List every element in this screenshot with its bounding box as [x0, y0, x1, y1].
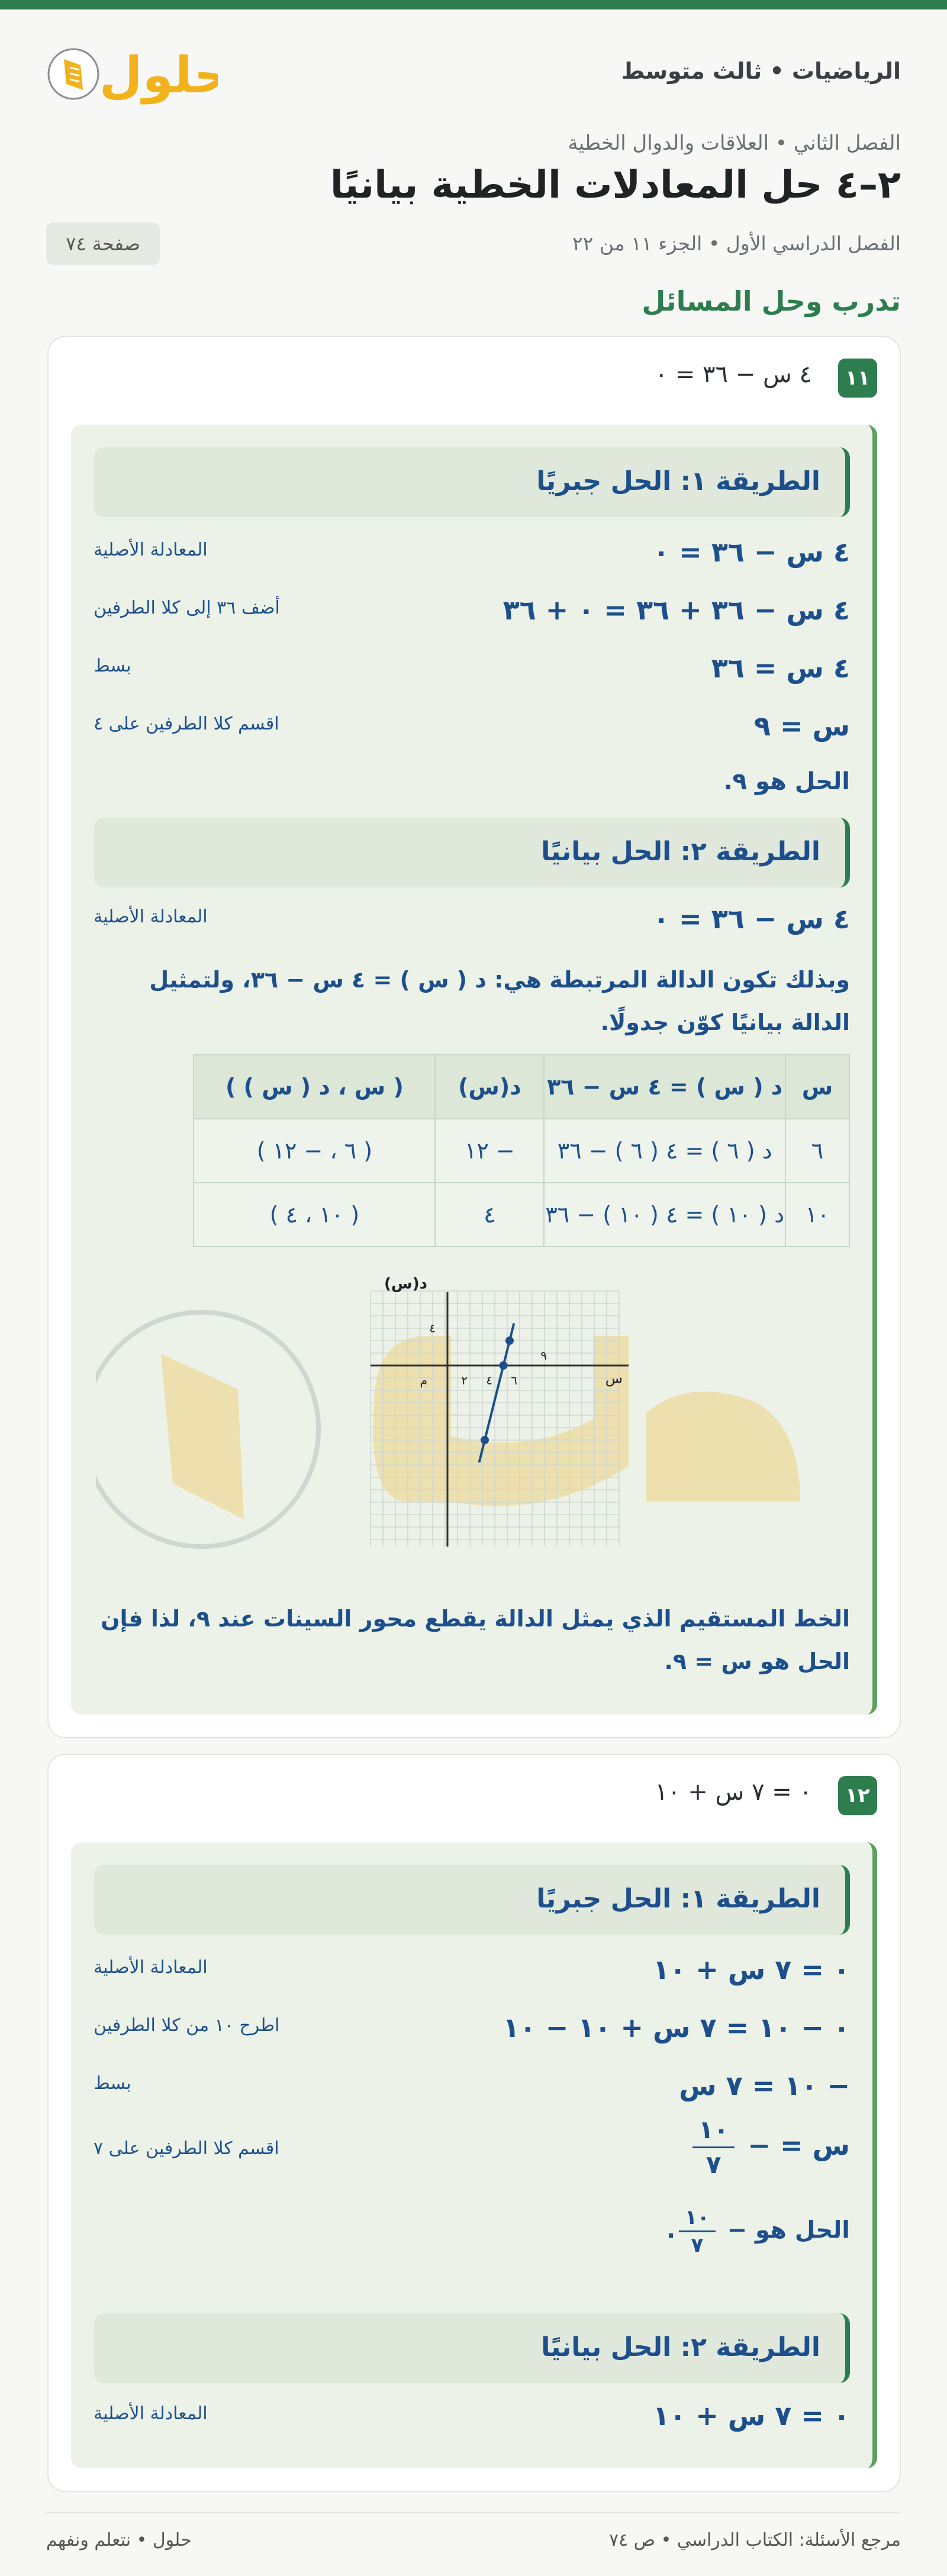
- step-math: [689, 2113, 850, 2181]
- graph-point: [505, 1337, 514, 1345]
- step-note: بسط: [94, 2073, 131, 2094]
- problem-number: ١١: [838, 359, 877, 398]
- section-title: تدرب وحل المسائل: [642, 285, 901, 317]
- step-note: اطرح ١٠ من كلا الطرفين: [94, 2015, 280, 2036]
- solution-statement: [666, 2204, 850, 2258]
- solution-panel: [71, 1842, 877, 2468]
- method-header-graphical: [94, 818, 850, 887]
- step-note: المعادلة الأصلية: [94, 2403, 208, 2424]
- table-row: [194, 1119, 849, 1183]
- method-title: الطريقة ١: الحل جبريًا: [536, 1884, 820, 1914]
- period: .: [666, 2216, 676, 2244]
- step-math: ٤ س − ٣٦ = ٠: [653, 536, 850, 568]
- table-cell: ٤: [435, 1183, 544, 1247]
- solution-statement: الحل هو ٩.: [723, 768, 850, 795]
- step-note: أضف ٣٦ إلى كلا الطرفين: [94, 598, 280, 618]
- fraction: [679, 2204, 716, 2258]
- method-header-graphical: [94, 2313, 850, 2383]
- root-label: ٩: [540, 1348, 547, 1363]
- method-header-algebraic: [94, 1865, 850, 1935]
- column-header: ( س ، د ( س ) ): [194, 1055, 435, 1119]
- table-cell: د ( ١٠ ) = ٤ ( ١٠ ) − ٣٦: [544, 1183, 785, 1247]
- step-note: المعادلة الأصلية: [94, 1957, 208, 1978]
- fraction-numerator: ١٠: [692, 2113, 735, 2148]
- step-note: اقسم كلا الطرفين على ٤: [94, 714, 279, 734]
- table-cell: − ١٢: [435, 1119, 544, 1183]
- step-math: ٤ س = ٣٦: [711, 652, 850, 684]
- page-title: ٢–٤ حل المعادلات الخطية بيانيًا: [330, 163, 901, 207]
- hulul-logo[interactable]: [46, 41, 218, 106]
- solution-step: [94, 647, 850, 693]
- method-title: الطريقة ٢: الحل بيانيًا: [541, 837, 820, 867]
- x-axis-label: س: [605, 1370, 623, 1387]
- x-tick-label: ٢: [461, 1373, 468, 1387]
- column-header: د ( س ) = ٤ س − ٣٦: [544, 1055, 785, 1119]
- graph-conclusion: الخط المستقيم الذي يمثل الدالة يقطع محور السينات عند ٩، لذا فإن الحل هو س = ٩.: [101, 1606, 850, 1674]
- solution-step: [94, 898, 850, 944]
- logo-graphic: [46, 41, 218, 106]
- method-title: الطريقة ١: الحل جبريًا: [536, 466, 820, 496]
- fraction-denominator: ٧: [706, 2150, 721, 2179]
- fraction-denominator: ٧: [691, 2233, 704, 2257]
- step-math: ٤ س − ٣٦ = ٠: [653, 903, 850, 935]
- origin-label: م: [420, 1373, 427, 1387]
- step-note: اقسم كلا الطرفين على ٧: [94, 2138, 279, 2159]
- fraction-numerator: ١٠: [679, 2204, 716, 2232]
- solution-step: [94, 589, 850, 635]
- fraction: [692, 2113, 735, 2181]
- solution-step: [94, 531, 850, 577]
- step-math: ٠ = ٧ س + ١٠: [653, 2400, 850, 2432]
- footer-divider: [46, 2512, 901, 2513]
- step-math-prefix: س = −: [748, 2129, 850, 2161]
- problem-equation: ٤ س − ٣٦ = ٠: [655, 361, 812, 388]
- step-math: − ١٠ = ٧ س: [679, 2070, 850, 2102]
- y-tick-label: ٤: [429, 1321, 436, 1335]
- method-title: الطريقة ٢: الحل بيانيًا: [541, 2332, 820, 2362]
- logo-text: حلول: [99, 46, 218, 104]
- step-note: المعادلة الأصلية: [94, 540, 208, 560]
- problem-equation: ٠ = ٧ س + ١٠: [655, 1778, 812, 1806]
- table-cell: ( ٦ ، − ١٢ ): [194, 1119, 435, 1183]
- function-graph: [96, 1271, 850, 1578]
- graph-figure: [94, 1271, 850, 1578]
- solution-step: [94, 2395, 850, 2441]
- table-cell: ٦: [785, 1119, 849, 1183]
- table-cell: ( ١٠ ، ٤ ): [194, 1183, 435, 1247]
- solution-prefix: الحل هو −: [727, 2216, 850, 2244]
- y-axis-label: د(س): [384, 1275, 427, 1293]
- step-math: ٠ = ٧ س + ١٠: [653, 1954, 850, 1986]
- table-cell: د ( ٦ ) = ٤ ( ٦ ) − ٣٦: [544, 1119, 785, 1183]
- step-math: ٠ − ١٠ = ٧ س + ١٠ − ١٠: [503, 2012, 850, 2044]
- solution-step: [94, 1949, 850, 1995]
- graph-point: [500, 1361, 508, 1370]
- step-math: س = ٩: [753, 710, 850, 742]
- table-row: [194, 1183, 849, 1247]
- subject-label: الرياضيات • ثالث متوسط: [621, 58, 901, 84]
- x-tick-label: ٤: [486, 1373, 492, 1387]
- step-math: ٤ س − ٣٦ + ٣٦ = ٠ + ٣٦: [503, 594, 850, 626]
- solution-step: [94, 2007, 850, 2053]
- method-header-algebraic: [94, 447, 850, 517]
- problem-card-11: [47, 336, 901, 1738]
- problem-number: ١٢: [838, 1776, 877, 1815]
- chapter-label: الفصل الثاني • العلاقات والدوال الخطية: [568, 131, 901, 155]
- semester-meta: الفصل الدراسي الأول • الجزء ١١ من ٢٢: [572, 232, 901, 255]
- solution-step: [94, 2113, 850, 2190]
- solution-panel: [71, 425, 877, 1715]
- table-header-row: [194, 1055, 849, 1119]
- footer-brand: حلول • نتعلم ونفهم: [46, 2530, 192, 2551]
- graph-point: [481, 1436, 489, 1444]
- page-header: [46, 41, 901, 106]
- function-table: [193, 1054, 850, 1247]
- table-cell: ١٠: [785, 1183, 849, 1247]
- problem-card-12: [47, 1754, 901, 2492]
- solution-step: [94, 2065, 850, 2111]
- table-intro: وبذلك تكون الدالة المرتبطة هي: د ( س ) = ٤ س − ٣٦، ولتمثيل الدالة بيانيًا كوّن جدولًا.: [149, 967, 850, 1035]
- top-accent-bar: [0, 0, 947, 9]
- column-header: د(س): [435, 1055, 544, 1119]
- step-note: المعادلة الأصلية: [94, 906, 208, 927]
- column-header: س: [785, 1055, 849, 1119]
- x-tick-label: ٦: [511, 1373, 517, 1387]
- step-note: بسط: [94, 656, 131, 676]
- page-badge: صفحة ٧٤: [46, 222, 160, 265]
- footer-reference: مرجع الأسئلة: الكتاب الدراسي • ص ٧٤: [609, 2530, 901, 2551]
- graph-grid: [371, 1291, 619, 1547]
- solution-step: [94, 705, 850, 751]
